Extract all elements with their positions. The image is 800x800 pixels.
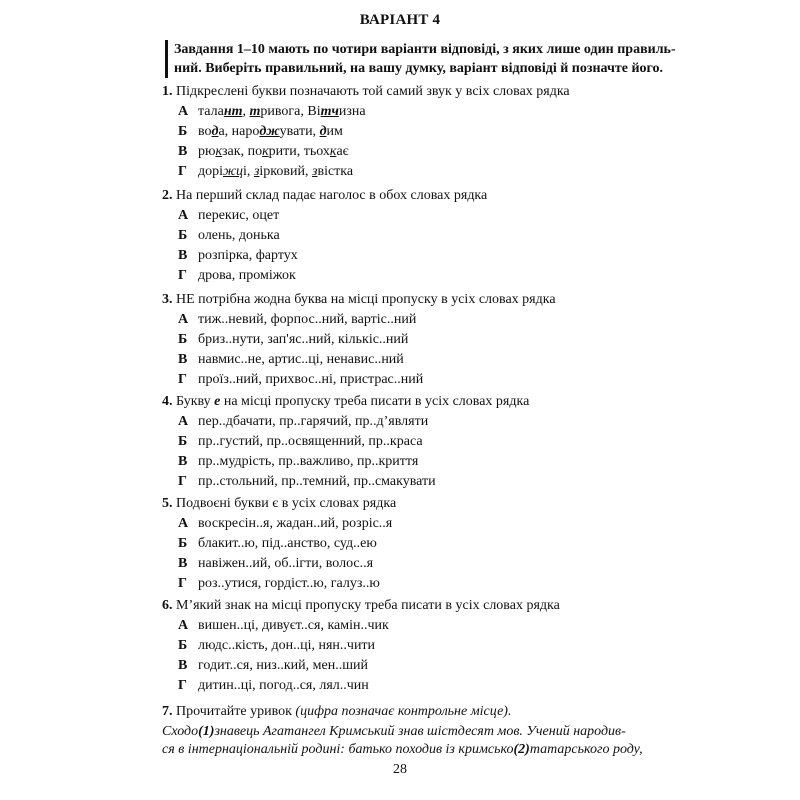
question-text: НЕ потрібна жодна буква на місці пропуску в усіх словах рядка — [176, 292, 556, 307]
question-number: 4. — [162, 394, 173, 409]
q6-option-a: А вишен..ці, дивуєт..ся, камін..чик — [178, 618, 389, 633]
q1-option-h: Г доріжці, зірковий, звістка — [178, 164, 354, 179]
question-text: Прочитайте уривок — [176, 704, 296, 719]
passage-line-2: ся в інтернаціональній родині: батько походив із кримсько(2)татарського роду, — [162, 742, 643, 757]
q2-option-h: Г дрова, проміжок — [178, 268, 296, 283]
option-letter: Б — [178, 124, 188, 139]
q5-option-v: В навіжен..ий, об..ігти, волос..я — [178, 556, 374, 571]
question-3 — [162, 292, 556, 308]
question-text: М’який знак на місці пропуску треба писати в усіх словах рядка — [176, 598, 560, 613]
question-text: На перший склад падає наголос в обох словах рядка — [176, 188, 488, 203]
instruction-line-2: ний. Виберіть правильний, на вашу думку, варіант відповіді й позначте його. — [174, 61, 664, 76]
q5-option-a: А воскресін..я, жадан..ий, розріс..я — [178, 516, 393, 531]
q3-option-v: В навмис..не, артис..ці, ненавис..ний — [178, 352, 404, 367]
q5-option-h: Г роз..утися, гордіст..ю, галуз..ю — [178, 576, 380, 591]
q5-option-b: Б блакит..ю, під..анство, суд..ею — [178, 536, 377, 551]
question-text: Подвоєні букви є в усіх словах рядка — [176, 496, 397, 511]
question-4: 4. Букву е на місці пропуску треба писати в усіх словах рядка — [162, 394, 530, 409]
question-text: Підкреслені букви позначають той самий звук у всіх словах рядка — [176, 84, 570, 99]
question-number: 5. — [162, 496, 173, 511]
q4-option-b: Б пр..густий, пр..освященний, пр..краса — [178, 434, 423, 449]
q3-option-h: Г проїз..ний, прихвос..ні, пристрас..ний — [178, 372, 424, 387]
q2-option-v: В розпірка, фартух — [178, 248, 298, 263]
question-number: 2. — [162, 188, 173, 203]
option-letter: Г — [178, 164, 187, 179]
instruction-line-1: Завдання 1–10 мають по чотири варіанти відповіді, з яких лише один правиль- — [174, 42, 676, 57]
option-letter: А — [178, 104, 189, 119]
q4-option-a: А пер..дбачати, пр..гарячий, пр..д’являти — [178, 414, 429, 429]
q6-option-h: Г дитин..ці, погод..ся, лял..чин — [178, 678, 369, 693]
q1-option-v: В рюкзак, покрити, тьохкає — [178, 144, 349, 159]
task-instruction — [165, 40, 676, 78]
question-1 — [162, 84, 570, 100]
passage-line-1: Сходо(1)знавець Агатангел Кримський знав шістдесят мов. Учений народив- — [162, 724, 626, 739]
q3-option-b: Б бриз..нути, зап'яс..ний, кількіс..ний — [178, 332, 409, 347]
question-number: 6. — [162, 598, 173, 613]
q6-option-v: В годит..ся, низ..кий, мен..ший — [178, 658, 368, 673]
question-number: 1. — [162, 84, 173, 99]
option-letter: В — [178, 144, 188, 159]
question-number: 3. — [162, 292, 173, 307]
q1-option-a: А талант, тривога, Вітчизна — [178, 104, 366, 119]
question-number: 7. — [162, 704, 173, 719]
question-note: (цифра позначає контрольне місце). — [295, 704, 512, 719]
q4-option-h: Г пр..стольний, пр..темний, пр..смакувати — [178, 474, 436, 489]
page-title: ВАРІАНТ 4 — [359, 12, 441, 28]
question-6 — [162, 598, 560, 614]
q2-option-b: Б олень, донька — [178, 228, 280, 243]
q4-option-v: В пр..мудрість, пр..важливо, пр..криття — [178, 454, 419, 469]
q1-option-b: Б вода, народжувати, дим — [178, 124, 343, 139]
q2-option-a: А перекис, оцет — [178, 208, 280, 223]
page-number: 28 — [393, 762, 407, 777]
question-5 — [162, 496, 396, 512]
question-2 — [162, 188, 487, 204]
question-7 — [162, 704, 511, 720]
q6-option-b: Б людс..кість, дон..ці, нян..чити — [178, 638, 376, 653]
q3-option-a: А тиж..невий, форпос..ний, вартіс..ний — [178, 312, 417, 327]
